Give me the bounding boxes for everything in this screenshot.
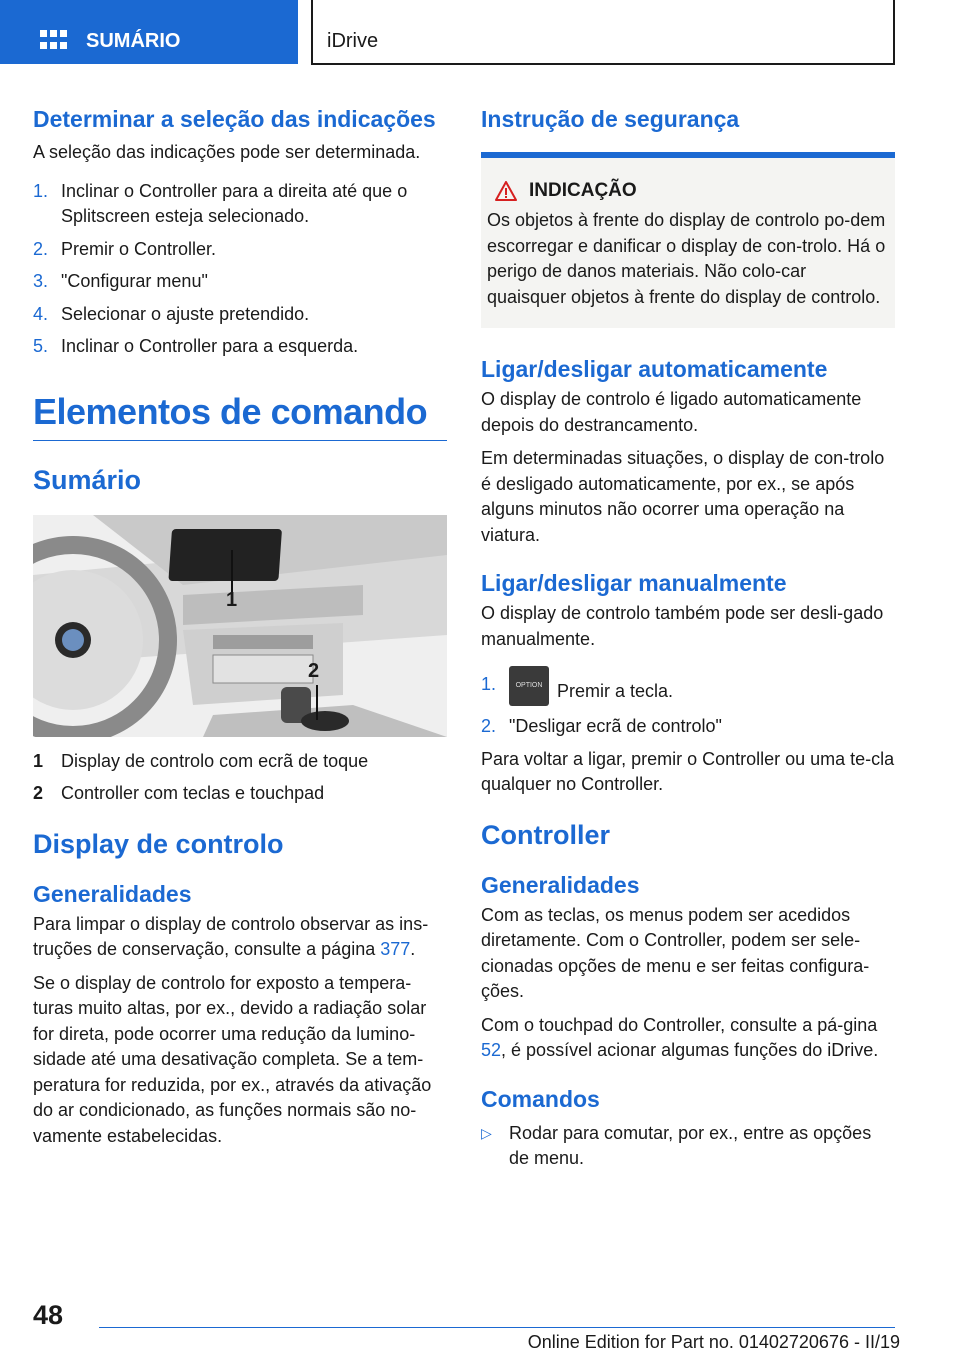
list-item: 2. Premir o Controller. (33, 238, 217, 259)
generalidades-paragraph-1: Para limpar o display de controlo observar as ins‐truções de conservação, consulte a página 377. (33, 913, 429, 959)
illustration-legend (33, 749, 447, 807)
manual-paragraph-2: Para voltar a ligar, premir o Controller ou uma te‐cla qualquer no Controller. (481, 748, 895, 794)
footer-divider (99, 1327, 895, 1328)
controller-paragraph-2: Com o touchpad do Controller, consulte a pá‐gina 52, é possível acionar algumas funções do iDrive. (481, 1014, 879, 1060)
cockpit-illustration (33, 515, 447, 737)
subsection-title-ctrl-generalidades: Generalidades (481, 871, 640, 898)
left-column (33, 100, 447, 1149)
top-navigation-bar (0, 0, 960, 66)
list-item: 5. Inclinar o Controller para a esquerda. (33, 336, 359, 356)
section-title-safety: Instrução de segurança (481, 106, 740, 132)
manual-paragraph-1: O display de controlo também pode ser desli‐gado manualmente. (481, 603, 884, 649)
footer-edition: Online Edition for Part no. 01402720676 - II/19 (527, 1332, 900, 1352)
breadcrumb-label: iDrive (327, 30, 379, 52)
callout-1: 1 (226, 588, 238, 611)
list-item: 2. "Desligar ecrã de controlo" (481, 716, 722, 736)
section-title-controller: Controller (481, 819, 611, 850)
comandos-list (481, 1121, 895, 1172)
auto-paragraph-2: Em determinadas situações, o display de con‐trolo é desligado automaticamente, por ex., se após alguns minutos não ocorrer uma operação na viatura. (481, 448, 885, 545)
page-link-377[interactable]: 377 (380, 939, 411, 959)
list-item: 2 Controller com teclas e touchpad (33, 783, 325, 803)
right-column (481, 100, 895, 1179)
list-item: 3. "Configurar menu" (33, 271, 208, 291)
manual-steps (481, 672, 895, 740)
selection-intro: A seleção das indicações pode ser determinada. (33, 142, 421, 162)
section-title-selection: Determinar a seleção das indicações (33, 106, 436, 132)
subsection-title-comandos: Comandos (481, 1085, 600, 1112)
note-title: INDICAÇÃO (487, 180, 889, 202)
section-title-sumario: Sumário (33, 464, 142, 495)
section-title-manual: Ligar/desligar manualmente (481, 570, 787, 596)
list-item: 4. Selecionar o ajuste pretendido. (33, 303, 310, 324)
cockpit-drawing (33, 515, 447, 737)
generalidades-paragraph-2: Se o display de controlo for exposto a tempera‐turas muito altas, por ex., devido a radiação solar for direta, pode ocorrer uma redução da lumino‐sidade até uma desativação completa. Se a tem‐peratura for reduzida, por ex., através da ativação do ar condicionado, as funções normais são no‐vamente estabelecidas. (33, 972, 432, 1146)
grid-menu-icon (40, 30, 67, 50)
option-key-icon: OPTION (509, 666, 549, 706)
section-title-auto: Ligar/desligar automaticamente (481, 356, 828, 382)
subsection-title-generalidades: Generalidades (33, 880, 192, 907)
callout-2: 2 (308, 659, 320, 682)
note-box (481, 152, 895, 328)
list-item: ▷ Rodar para comutar, por ex., entre as opções de menu. (481, 1122, 872, 1168)
list-item: 1. Inclinar o Controller para a direita até que o Splitscreen esteja selecionado. (33, 180, 408, 226)
controller-paragraph-1: Com as teclas, os menus podem ser acedidos diretamente. Com o Controller, podem ser sele‐cionadas opções de menu e ser feitas configura‐ções. (481, 904, 870, 1001)
page-link-52[interactable]: 52 (481, 1040, 502, 1060)
selection-steps (33, 179, 447, 360)
chapter-title: Elementos de comando (33, 390, 428, 432)
sumario-label: SUMÁRIO (86, 30, 181, 52)
page-number: 48 (33, 1300, 64, 1330)
list-item: 1. OPTION Premir a tecla. (481, 672, 895, 712)
list-item: 1 Display de controlo com ecrã de toque (33, 750, 369, 771)
section-title-display: Display de controlo (33, 828, 284, 859)
auto-paragraph-1: O display de controlo é ligado automaticamente depois do destrancamento. (481, 389, 862, 435)
warning-icon (495, 181, 517, 201)
sumario-button[interactable] (0, 0, 298, 64)
triangle-bullet-icon: ▷ (481, 1124, 492, 1141)
note-text: Os objetos à frente do display de controlo po‐dem escorregar e danificar o display de con‐trolo. Há o perigo de danos materiais. Não colo‐car quaisquer objetos à frente do display de controlo. (487, 210, 886, 307)
breadcrumb[interactable] (311, 0, 895, 65)
chapter-heading (33, 390, 447, 441)
